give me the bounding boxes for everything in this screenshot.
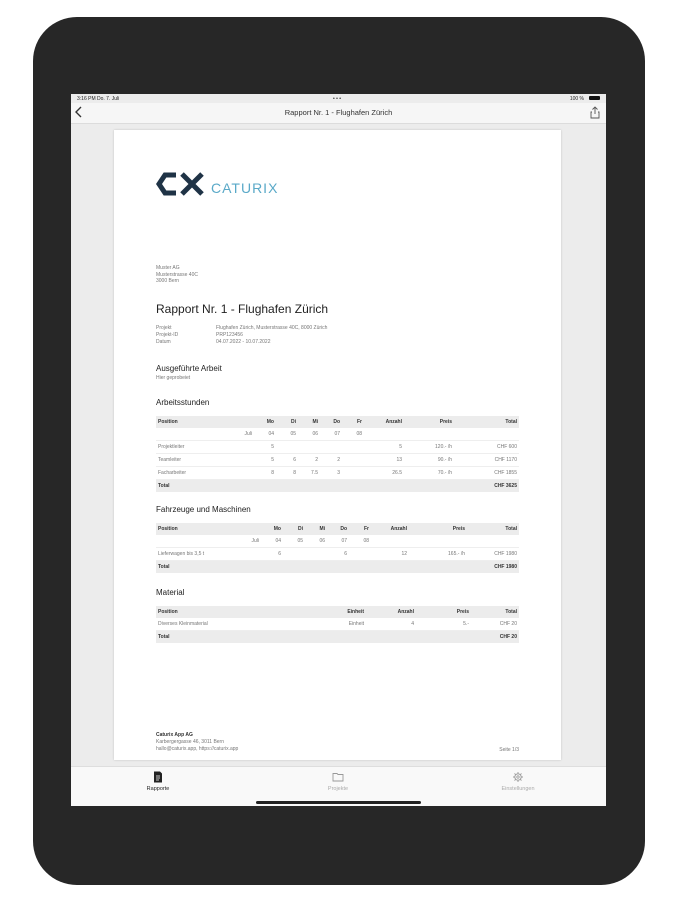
tab-label: Rapporte: [146, 786, 170, 792]
report-title: Rapport Nr. 1 - Flughafen Zürich: [156, 302, 329, 316]
address-line: 3000 Bern: [156, 278, 180, 284]
tab-label: Einstellungen: [501, 786, 535, 792]
tab-label: Projekte: [327, 786, 349, 792]
nav-bar: [71, 103, 606, 124]
footer-address: Karbergergasse 46, 3011 Bern: [156, 739, 225, 745]
table-total-row: Total CHF 20: [156, 631, 519, 644]
meta-value: 04.07.2022 - 10.07.2022: [216, 339, 271, 345]
work-text: Hier geprobeiet: [156, 375, 191, 381]
footer-contact: hallo@caturix.app, https://caturix.app: [156, 746, 239, 752]
page-number: Seite 1/3: [499, 747, 519, 753]
recipient-address: [156, 265, 198, 285]
vehicles-table: [156, 523, 519, 573]
footer-company: Caturix App AG: [156, 732, 193, 738]
meta-label: Datum: [156, 339, 171, 345]
tab-rapporte[interactable]: [108, 771, 208, 792]
report-meta: [156, 325, 327, 346]
home-indicator[interactable]: [256, 801, 421, 804]
report-page: [114, 130, 561, 760]
table-row: Teamleiter 5 6 2 2 13 90.- /h CHF 1170: [156, 454, 519, 467]
tab-projekte[interactable]: [288, 771, 388, 792]
table-date-row: Juli 04 05 06 07 08: [156, 535, 519, 548]
status-bar: [71, 94, 606, 103]
report-icon: [152, 771, 164, 783]
folder-icon: [332, 771, 344, 783]
meta-label: Projekt: [156, 325, 172, 331]
address-line: Muster AG: [156, 265, 180, 271]
share-icon[interactable]: [590, 106, 600, 119]
caturix-logo-mark: [156, 171, 208, 197]
table-total-row: Total CHF 1980: [156, 561, 519, 574]
table-header-row: Position Einheit Anzahl Preis Total: [156, 606, 519, 618]
table-date-row: Juli 04 05 06 07 08: [156, 428, 519, 441]
table-header-row: Position Mo Di Mi Do Fr Anzahl Preis Total: [156, 416, 519, 428]
address-line: Musterstrasse 40C: [156, 271, 198, 278]
vehicles-heading: Fahrzeuge und Maschinen: [156, 505, 251, 514]
table-header-row: Position Mo Di Mi Do Fr Anzahl Preis Total: [156, 523, 519, 535]
table-row: Facharbeiter 8 8 7.5 3 26.5 70.- /h CHF 1855: [156, 467, 519, 480]
battery-percent: 100 %: [569, 96, 584, 102]
hours-heading: Arbeitsstunden: [156, 398, 210, 407]
meta-value: Flughafen Zürich, Musterstrasse 40C, 8000 Zürich: [216, 325, 328, 331]
document-footer: [156, 732, 238, 753]
gear-icon: [512, 771, 524, 783]
work-heading: Ausgeführte Arbeit: [156, 364, 222, 373]
material-heading: Material: [156, 588, 185, 597]
nav-title: Rapport Nr. 1 - Flughafen Zürich: [284, 108, 393, 117]
logo-text: CATURIX: [211, 180, 279, 196]
table-row: Lieferwagen bis 3,5 t 6 6 12 165.- /h CHF 1980: [156, 548, 519, 561]
tab-bar: [71, 766, 606, 806]
app-screen: [71, 94, 606, 806]
table-row: Projektleiter 5 5 120.- /h CHF 600: [156, 441, 519, 454]
tab-einstellungen[interactable]: [468, 771, 568, 792]
battery-icon: [589, 96, 600, 100]
meta-label: Projekt-ID: [156, 332, 179, 338]
status-time: 3:16 PM Do. 7. Juli: [77, 96, 120, 102]
hours-table: [156, 416, 519, 492]
table-total-row: Total CHF 3625: [156, 480, 519, 493]
status-multitask-dots: • • •: [333, 96, 342, 102]
material-table: [156, 606, 519, 643]
table-row: Diverses Kleinmaterial Einheit 4 5.- CHF 20: [156, 618, 519, 631]
meta-value: PRP123456: [216, 332, 243, 338]
